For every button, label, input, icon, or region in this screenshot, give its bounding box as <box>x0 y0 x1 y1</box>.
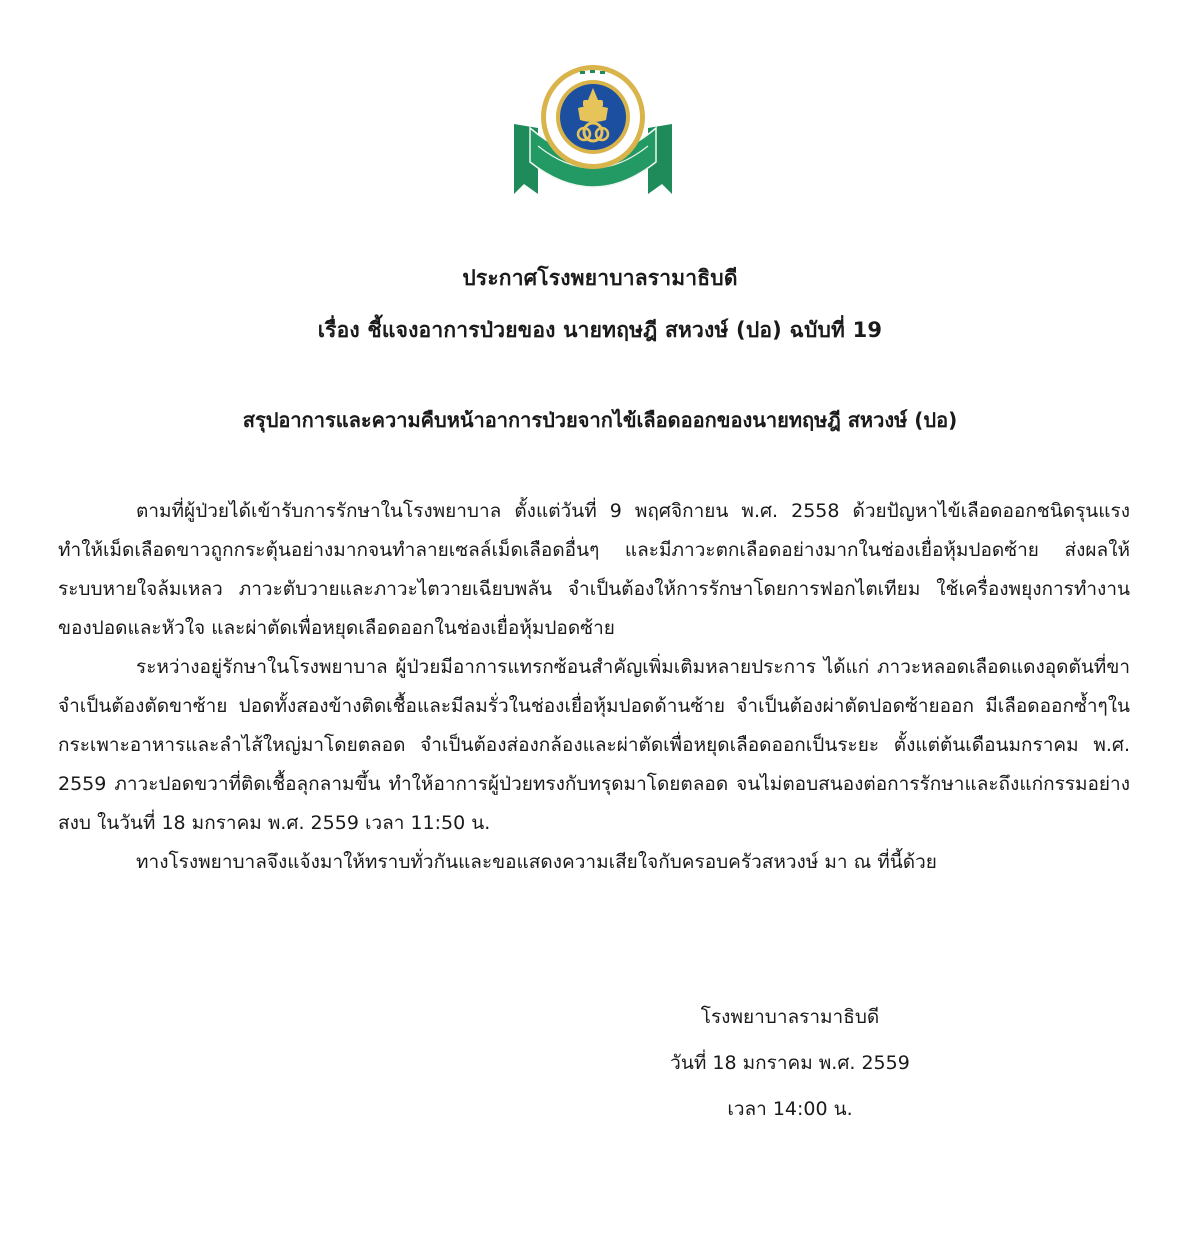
body-paragraph-1: ตามที่ผู้ป่วยได้เข้ารับการรักษาในโรงพยาบาล ตั้งแต่วันที่ 9 พฤศจิกายน พ.ศ. 2558 ด้วยปัญหาไข้เลือดออกชนิดรุนแรง ทำให้เม็ดเลือดขาวถูกกระตุ้นอย่างมากจนทำลายเซลล์เม็ดเลือดอื่นๆ และมีภาวะตกเลือดอย่างมากในช่องเยื่อหุ้มปอดซ้าย ส่งผลให้ระบบหายใจล้มเหลว ภาวะตับวายและภาวะไตวายเฉียบพลัน จำเป็นต้องให้การรักษาโดยการฟอกไตเทียม ใช้เครื่องพยุงการทำงานของปอดและหัวใจ และผ่าตัดเพื่อหยุดเลือดออกในช่องเยื่อหุ้มปอดซ้าย <box>58 500 1130 639</box>
hospital-emblem-icon <box>508 62 678 202</box>
announcement-title: ประกาศโรงพยาบาลรามาธิบดี <box>462 266 738 290</box>
signature-org: โรงพยาบาลรามาธิบดี <box>700 1006 880 1028</box>
summary-heading: สรุปอาการและความคืบหน้าอาการป่วยจากไข้เลือดออกของนายทฤษฎี สหวงษ์ (ปอ) <box>242 408 958 432</box>
announcement-body <box>58 492 1130 882</box>
body-paragraph-3: ทางโรงพยาบาลจึงแจ้งมาให้ทราบทั่วกันและขอแสดงความเสียใจกับครอบครัวสหวงษ์ มา ณ ที่นี้ด้วย <box>136 851 937 873</box>
body-paragraph-2: ระหว่างอยู่รักษาในโรงพยาบาล ผู้ป่วยมีอาการแทรกซ้อนสำคัญเพิ่มเติมหลายประการ ได้แก่ ภาวะหลอดเลือดแดงอุดตันที่ขา จำเป็นต้องตัดขาซ้าย ปอดทั้งสองข้างติดเชื้อและมีลมรั่วในช่องเยื่อหุ้มปอดด้านซ้าย จำเป็นต้องผ่าตัดปอดซ้ายออก มีเลือดออกซ้ำๆในกระเพาะอาหารและลำไส้ใหญ่มาโดยตลอด จำเป็นต้องส่องกล้องและผ่าตัดเพื่อหยุดเลือดออกเป็นระยะ ตั้งแต่ต้นเดือนมกราคม พ.ศ. 2559 ภาวะปอดขวาที่ติดเชื้อลุกลามขึ้น ทำให้อาการผู้ป่วยทรงกับทรุดมาโดยตลอด จนไม่ตอบสนองต่อการรักษาและถึงแก่กรรมอย่างสงบ ในวันที่ 18 มกราคม พ.ศ. 2559 เวลา 11:50 น. <box>58 656 1130 834</box>
announcement-subject: เรื่อง ชี้แจงอาการป่วยของ นายทฤษฎี สหวงษ์ (ปอ) ฉบับที่ 19 <box>317 318 883 342</box>
signature-time: เวลา 14:00 น. <box>727 1098 853 1120</box>
signature-block <box>630 994 950 1132</box>
signature-date: วันที่ 18 มกราคม พ.ศ. 2559 <box>670 1052 910 1074</box>
